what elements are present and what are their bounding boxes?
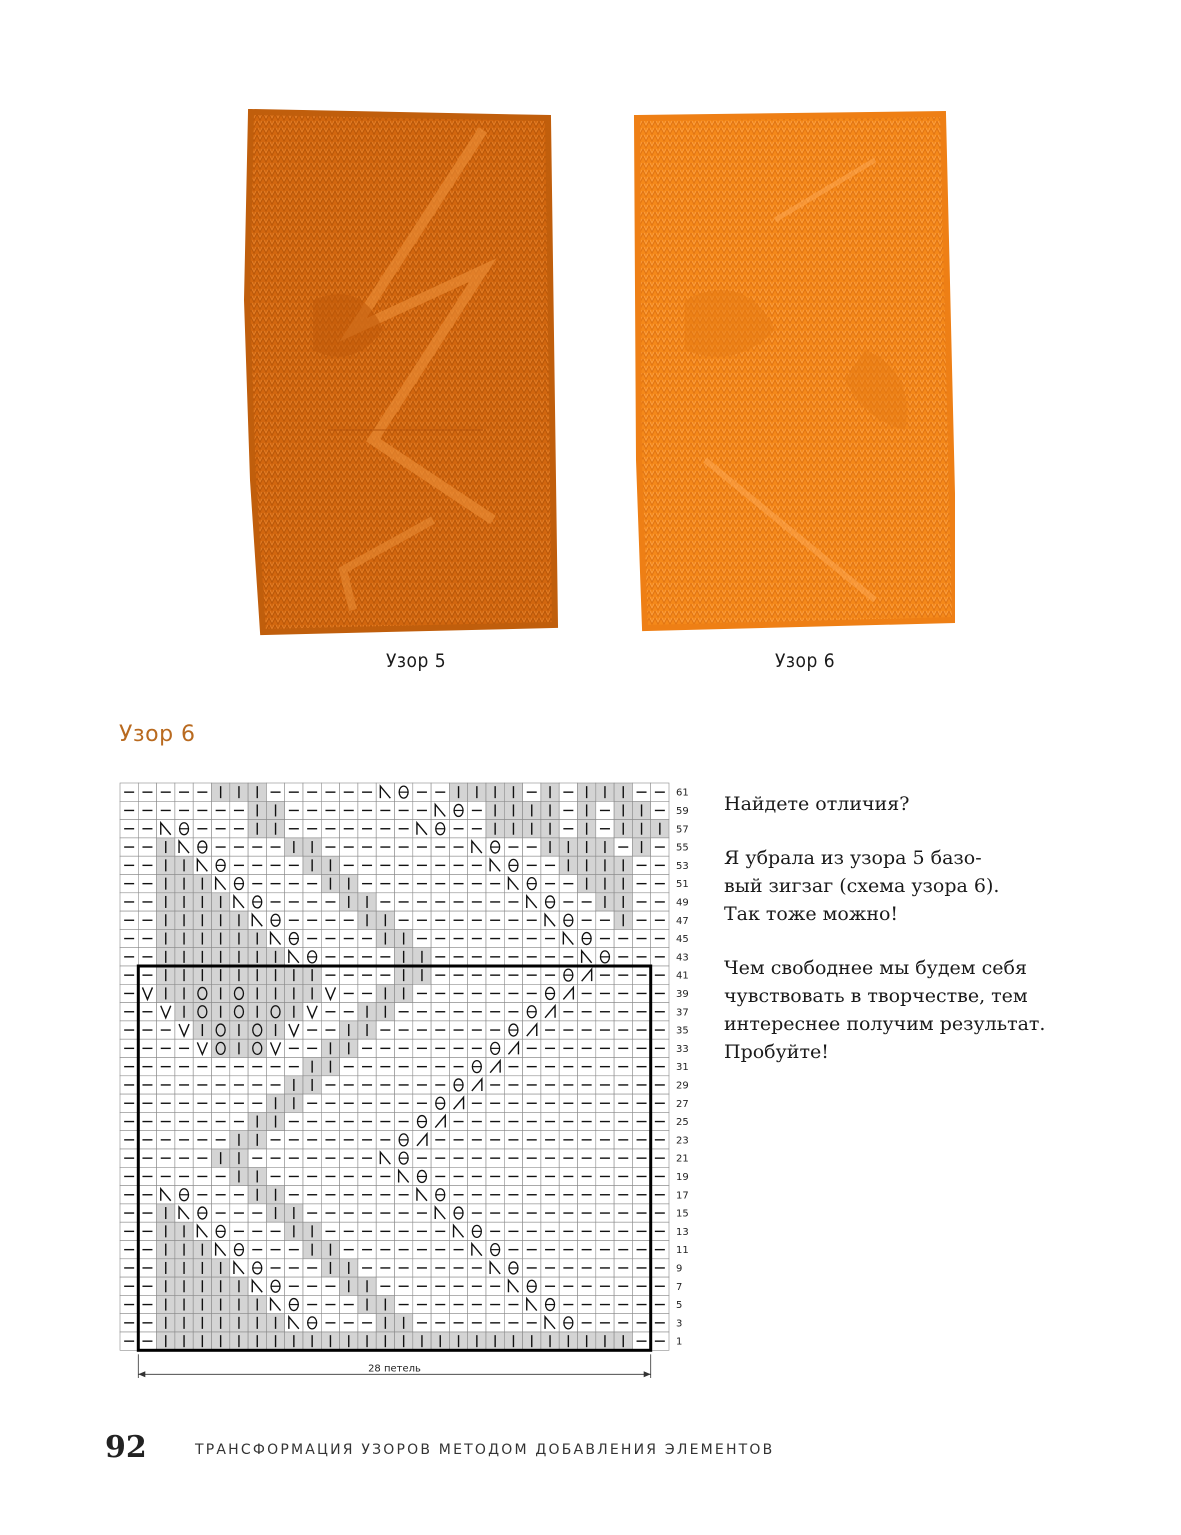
row-number-label: 47 (676, 915, 689, 927)
photo-caption-5: Узор 5 (386, 650, 447, 672)
sidebar-text-line: Я убрала из узора 5 базо- (724, 847, 982, 869)
width-arrow-head-right (644, 1371, 651, 1377)
knit-swatch-photo-5 (233, 100, 563, 640)
sidebar-text-line: вый зигзаг (схема узора 6). (724, 875, 1000, 897)
row-number-label: 33 (676, 1043, 689, 1055)
row-number-label: 31 (676, 1062, 689, 1074)
row-number-label: 29 (676, 1080, 689, 1092)
page-number: 92 (105, 1430, 147, 1465)
knitting-chart-svg (115, 778, 705, 1378)
row-number-label: 57 (676, 824, 689, 836)
row-number-label: 17 (676, 1190, 689, 1202)
row-number-label: 49 (676, 897, 689, 909)
row-number-label: 51 (676, 879, 689, 891)
row-number-label: 19 (676, 1171, 689, 1183)
row-number-label: 41 (676, 970, 689, 982)
row-number-label: 59 (676, 805, 689, 817)
row-number-label: 37 (676, 1007, 689, 1019)
row-number-label: 21 (676, 1153, 689, 1165)
sidebar-paragraph-2 (724, 844, 1124, 928)
sidebar-text-line: Найдете отличия? (724, 793, 910, 815)
sidebar-paragraph-1 (724, 790, 1124, 818)
row-number-label: 1 (676, 1336, 683, 1348)
row-number-label: 45 (676, 934, 689, 946)
row-number-label: 61 (676, 787, 689, 799)
row-number-label: 7 (676, 1281, 683, 1293)
row-number-label: 15 (676, 1208, 689, 1220)
sidebar-text-line: Чем свободнее мы будем себя (724, 957, 1027, 979)
row-number-label: 25 (676, 1117, 689, 1129)
row-number-label: 55 (676, 842, 689, 854)
width-arrow-head-left (138, 1371, 145, 1377)
sidebar-paragraph-3 (724, 954, 1124, 1066)
sidebar-text-line: Пробуйте! (724, 1041, 829, 1063)
knit-swatch-photo-6 (625, 100, 955, 640)
sidebar-text-line: чувствовать в творчестве, тем (724, 985, 1028, 1007)
row-number-label: 35 (676, 1025, 689, 1037)
row-number-label: 43 (676, 952, 689, 964)
row-number-label: 3 (676, 1318, 683, 1330)
row-number-label: 27 (676, 1098, 689, 1110)
sidebar-text (724, 790, 1124, 1092)
row-number-label: 53 (676, 860, 689, 872)
row-number-label: 23 (676, 1135, 689, 1147)
row-number-label: 11 (676, 1245, 689, 1257)
row-number-label: 9 (676, 1263, 683, 1275)
photo-caption-6: Узор 6 (775, 650, 836, 672)
row-number-label: 13 (676, 1226, 689, 1238)
row-number-label: 5 (676, 1300, 683, 1312)
running-title: ТРАНСФОРМАЦИЯ УЗОРОВ МЕТОДОМ ДОБАВЛЕНИЯ ЭЛЕМЕНТОВ (195, 1442, 775, 1458)
sidebar-text-line: интереснее получим результат. (724, 1013, 1046, 1035)
sidebar-text-line: Так тоже можно! (724, 903, 899, 925)
section-heading: Узор 6 (119, 722, 196, 747)
knitting-chart (115, 778, 705, 1378)
width-label: 28 петель (368, 1363, 421, 1375)
row-number-label: 39 (676, 988, 689, 1000)
